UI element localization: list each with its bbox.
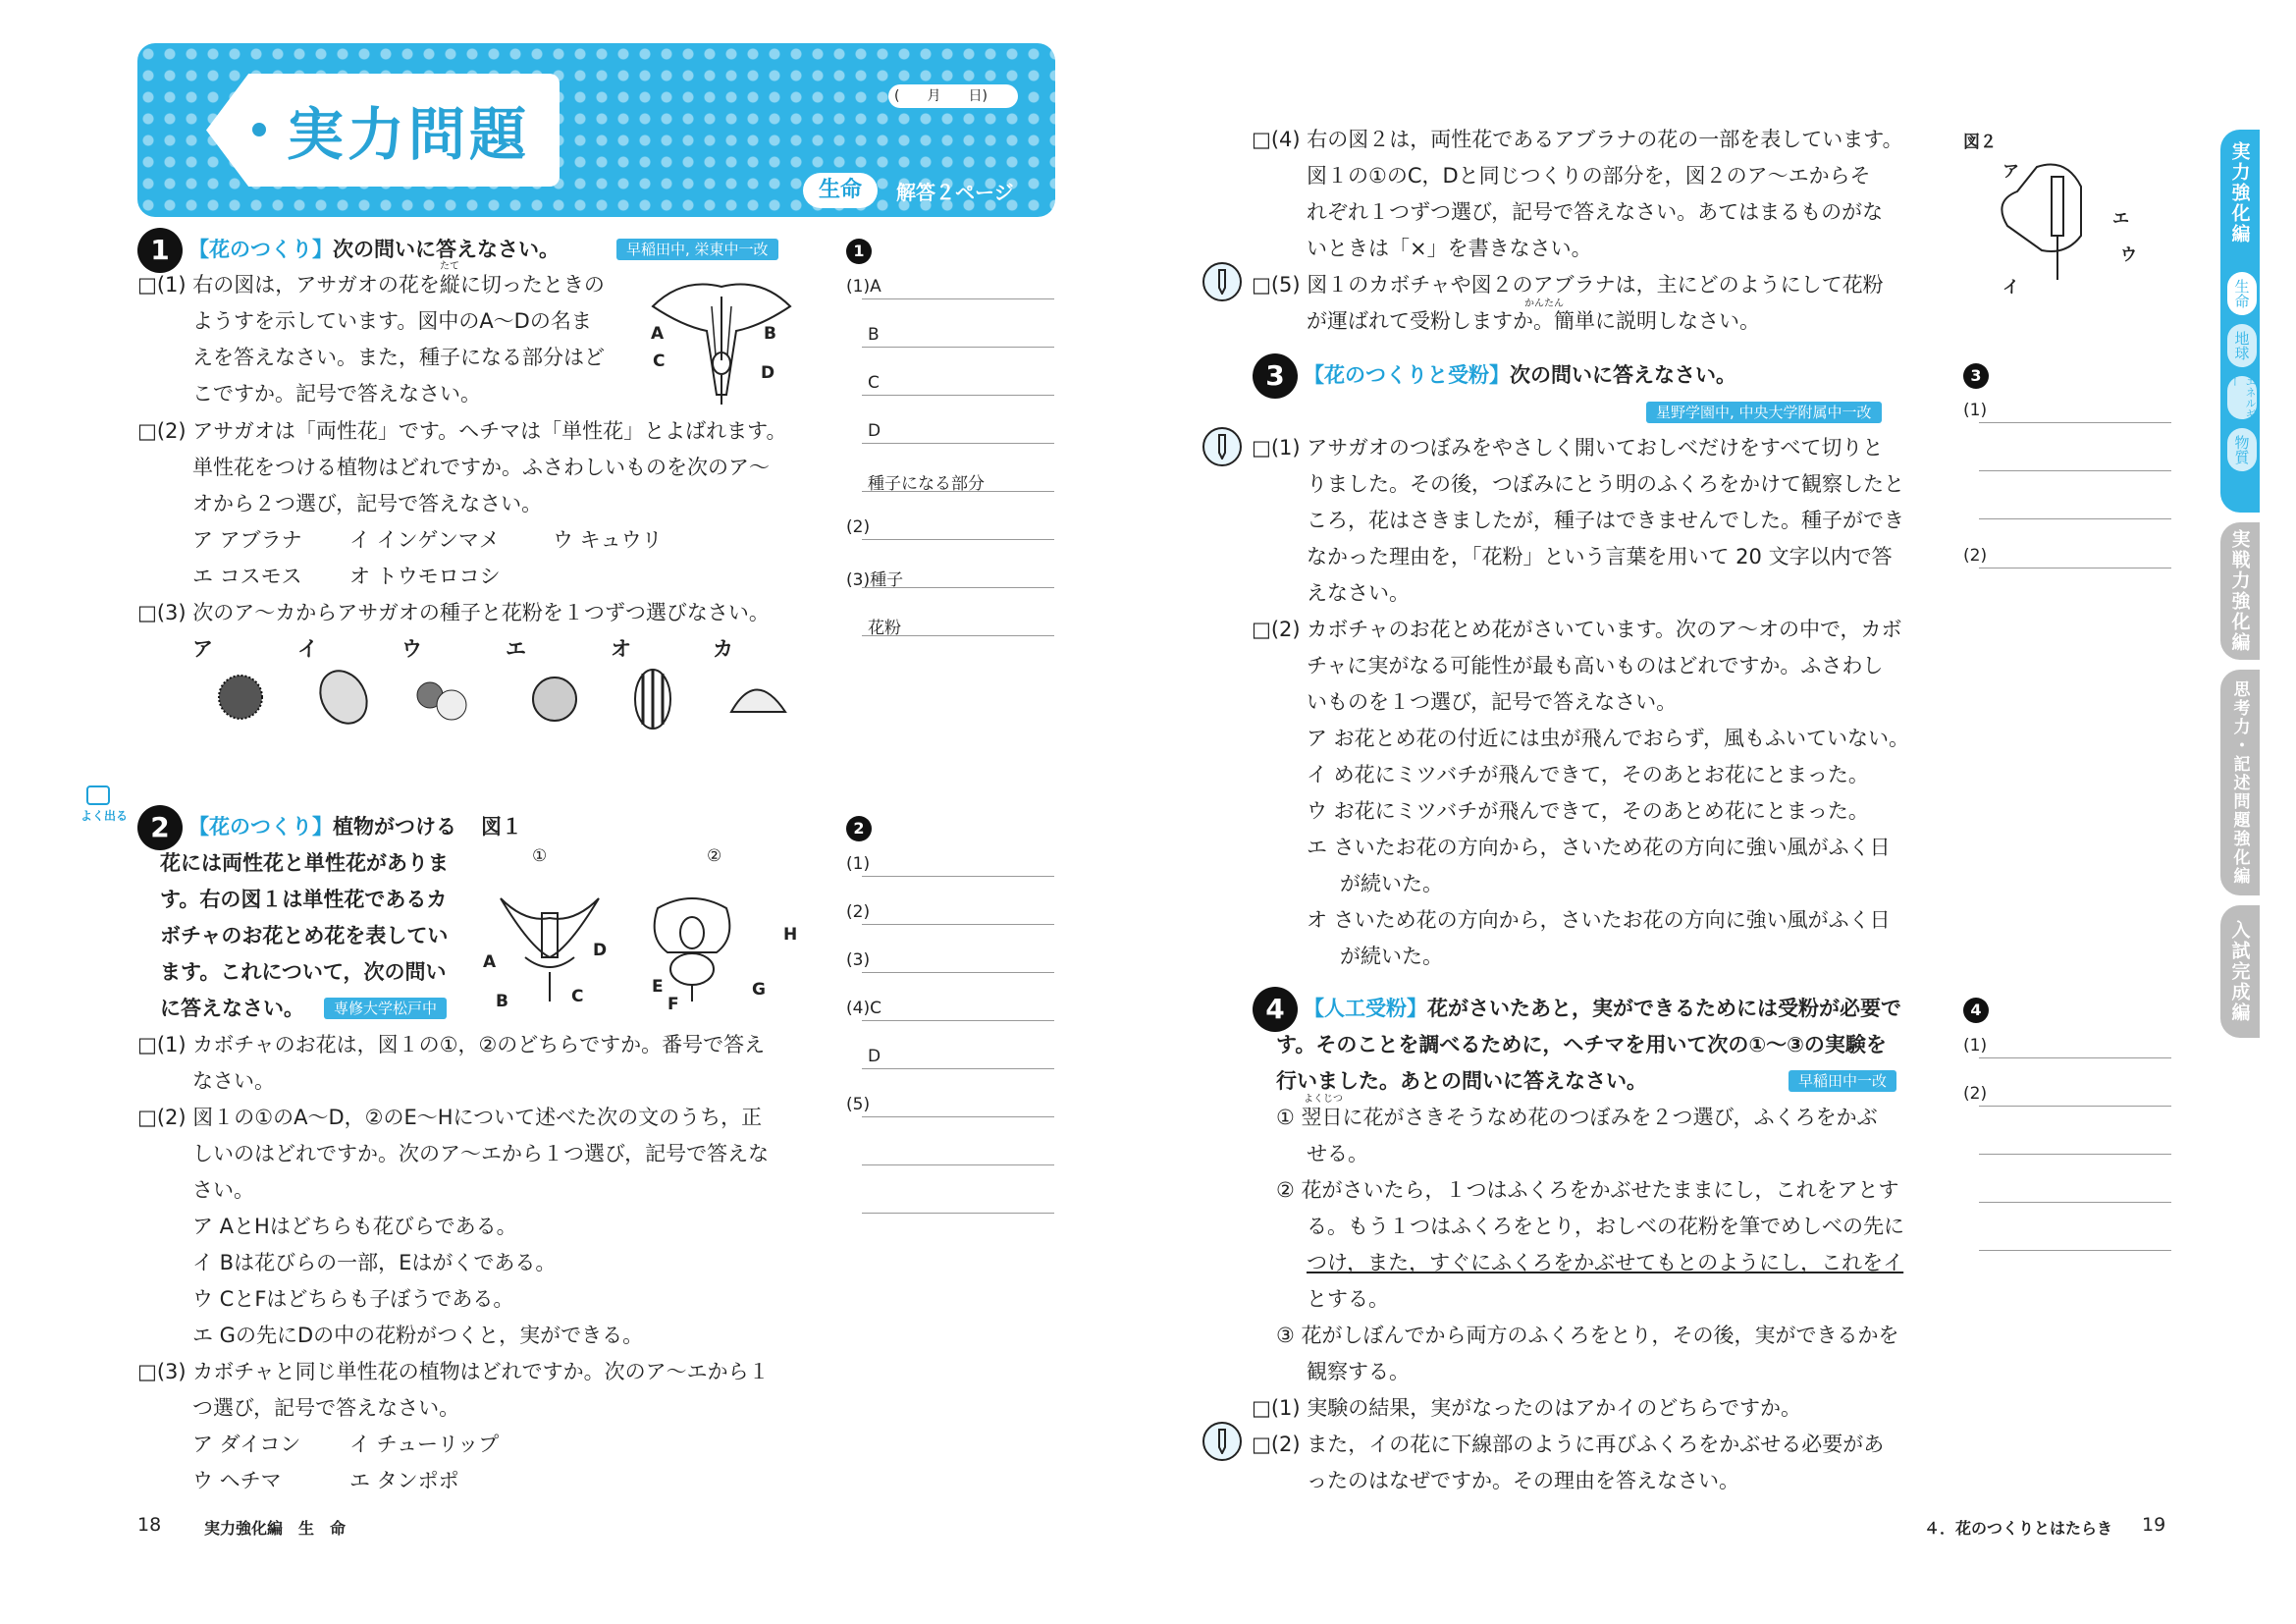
answer-label: (5): [846, 1095, 871, 1114]
q3-part1-line: なかった理由を，「花粉」という言葉を用いて 20 文字以内で答: [1307, 545, 1893, 568]
q4-lead-line: 行いました。あとの問いに答えなさい。: [1276, 1069, 1647, 1093]
q1-part2-line: □(2) アサガオは「両性花」です。ヘチマは「単性花」とよばれます。: [137, 419, 787, 443]
answer-label: (3)種子: [846, 570, 904, 590]
answer-label: B: [868, 325, 880, 345]
step-line: る。もう１つはふくろをとり，おしべの花粉を筆でめしべの先に: [1307, 1215, 1904, 1238]
figure-label: F: [667, 995, 679, 1014]
answer-label: D: [868, 421, 881, 441]
seed-label: エ: [506, 637, 526, 661]
answer-label: (1)A: [846, 277, 881, 297]
ruby-text: よくじつ: [1304, 1094, 1343, 1105]
subtab-energy[interactable]: エネルギー: [2228, 376, 2257, 419]
choice-item: イ チューリップ: [349, 1433, 500, 1456]
choice-item: ア ダイコン: [192, 1433, 301, 1456]
q2-lead-line: ボチャのお花とめ花を表してい: [160, 924, 449, 947]
seed-label: カ: [713, 637, 733, 661]
q1-part1-line: えを答えなさい。また，種子になる部分はど: [192, 346, 605, 369]
question-heading: 【人工受粉】花がさいたあと，実ができるためには受粉が必要で: [1304, 997, 1901, 1020]
tab-jitsuryoku[interactable]: 実力強化編: [2220, 130, 2260, 513]
q2-part5-line: □(5) 図１のカボチャや図２のアブラナは，主にどのようにして花粉: [1252, 273, 1884, 297]
step-line-underlined: つけ，また，すぐにふくろをかぶせてもとのようにし，これをイ: [1307, 1251, 1904, 1274]
answer-line[interactable]: [1979, 1106, 2171, 1107]
q1-part1-line: ようすを示しています。図中のA～Dの名ま: [192, 309, 592, 333]
choice-item: ア アブラナ: [192, 528, 302, 552]
pencil-icon: [1202, 262, 1242, 301]
step-line: せる。: [1307, 1142, 1368, 1165]
step-line: ① 翌日に花がさきそうなめ花のつぼみを２つ選び，ふくろをかぶ: [1276, 1106, 1878, 1129]
answer-label: (2): [1963, 546, 1988, 566]
figure-label: イ: [2002, 278, 2019, 298]
figure-number: ②: [707, 846, 722, 866]
page-title: 実力問題: [287, 101, 531, 168]
pencil-icon: [1202, 1422, 1242, 1461]
q1-part3-line: □(3) 次のア～カからアサガオの種子と花粉を１つずつ選びなさい。: [137, 601, 770, 624]
page-number: 18: [137, 1514, 162, 1536]
seed-label: イ: [297, 637, 318, 661]
seed-label: ウ: [401, 637, 422, 661]
answer-label: (2): [846, 902, 871, 922]
answer-label: (1): [846, 854, 871, 874]
q2-part2-line: □(2) 図１の①のA～D，②のE～Hについて述べた次の文のうち，正: [137, 1106, 763, 1129]
choice-item: ウ お花にミツバチが飛んできて，そのあとめ花にとまった。: [1307, 799, 1869, 823]
answer-line[interactable]: [1979, 1250, 2171, 1251]
step-line: ② 花がさいたら，１つはふくろをかぶせたままにし，これをアとす: [1276, 1178, 1899, 1202]
q2-part5-line: が運ばれて受粉しますか。簡単に説明しなさい。: [1307, 309, 1760, 333]
q2-lead-line: す。右の図１は単性花であるカ: [160, 888, 448, 911]
answer-line[interactable]: [862, 443, 1054, 444]
q3-part1-line: えなさい。: [1307, 581, 1410, 605]
answer-line[interactable]: [862, 298, 1054, 299]
figure-label: ア: [2002, 162, 2019, 182]
step-line: 観察する。: [1307, 1360, 1410, 1383]
q2-part4-line: □(4) 右の図２は，両性花であるアブラナの花の一部を表しています。: [1252, 128, 1903, 151]
choice-item: が続いた。: [1340, 945, 1443, 968]
answer-line[interactable]: [1979, 1154, 2171, 1155]
answer-line[interactable]: [862, 539, 1054, 540]
answer-line[interactable]: [862, 972, 1054, 973]
question-heading: 【花のつくり】次の問いに答えなさい。: [188, 238, 560, 261]
answer-line[interactable]: [862, 1213, 1054, 1214]
source-badge: 早稲田中一改: [1789, 1070, 1896, 1092]
answer-label: (2): [846, 517, 871, 537]
step-line: ③ 花がしぼんでから両方のふくろをとり，その後，実ができるかを: [1276, 1324, 1899, 1347]
choice-item: オ トウモロコシ: [349, 565, 501, 588]
figure-title: 図１: [481, 815, 522, 839]
answer-line[interactable]: [862, 1020, 1054, 1021]
figure-label: E: [652, 977, 664, 997]
choice-item: が続いた。: [1340, 872, 1443, 895]
choice-item: ア お花とめ花の付近には虫が飛んでおらず，風もふいていない。: [1307, 727, 1909, 750]
pencil-icon: [1202, 427, 1242, 466]
q2-part3-line: つ選び，記号で答えなさい。: [192, 1396, 460, 1420]
choice-item: エ さいたお花の方向から，さいため花の方向に強い風がふく日: [1307, 836, 1891, 859]
answer-line[interactable]: [862, 347, 1054, 348]
question-number: 2: [137, 805, 183, 850]
question-number: 1: [137, 228, 183, 273]
figure-label: C: [653, 352, 666, 371]
q4-lead-line: す。そのことを調べるために，ヘチマを用いて次の①～③の実験を: [1276, 1033, 1887, 1056]
seed-label: ア: [192, 637, 213, 661]
q4-part2-line: □(2) また，イの花に下線部のように再びふくろをかぶせる必要があ: [1252, 1433, 1885, 1456]
choice-item: イ インゲンマメ: [349, 528, 500, 552]
choice-item: エ コスモス: [192, 565, 302, 588]
answer-label: (4)C: [846, 999, 881, 1018]
choice-item: ウ ヘチマ: [192, 1469, 282, 1492]
question-heading: 【花のつくりと受粉】次の問いに答えなさい。: [1304, 363, 1736, 387]
answer-line[interactable]: [1979, 422, 2171, 423]
choice-item: ウ CとFはどちらも子ぼうである。: [192, 1287, 514, 1311]
seed-pollen-illustrations: [211, 668, 800, 731]
figure-number: ①: [532, 846, 548, 866]
answer-label: (2): [1963, 1084, 1988, 1104]
q3-part2-line: いものを１つ選び，記号で答えなさい。: [1307, 690, 1678, 714]
morning-glory-figure: [643, 277, 800, 409]
tab-nyushi[interactable]: 入試完成編: [2220, 905, 2260, 1038]
figure-label: B: [764, 324, 776, 344]
date-field: ( 月 日): [888, 84, 1018, 108]
q3-part1-line: ころ，花はさきましたが，種子はできませんでした。種子ができ: [1307, 509, 1904, 532]
figure-label: A: [651, 324, 665, 344]
q4-part1-line: □(1) 実験の結果，実がなったのはアかイのどちらですか。: [1252, 1396, 1802, 1420]
q1-part2-line: オから２つ選び，記号で答えなさい。: [192, 492, 543, 515]
ruby-text: たて: [440, 261, 459, 272]
answer-reference: 解答２ページ: [896, 181, 1014, 204]
q2-part2-line: さい。: [192, 1178, 254, 1202]
q3-part1-line: □(1) アサガオのつぼみをやさしく開いておしべだけをすべて切りと: [1252, 436, 1884, 460]
figure-label: D: [593, 941, 608, 960]
figure-label: B: [496, 992, 508, 1011]
choice-item: オ さいため花の方向から，さいたお花の方向に強い風がふく日: [1307, 908, 1891, 932]
q3-part1-line: りました。その後，つぼみにとう明のふくろをかけて観察したと: [1307, 472, 1904, 496]
figure-label: A: [483, 952, 497, 972]
figure-label: C: [571, 987, 584, 1006]
q2-part1-line: □(1) カボチャのお花は，図１の①，②のどちらですか。番号で答え: [137, 1033, 766, 1056]
answer-line[interactable]: [862, 1116, 1054, 1117]
figure-title: 図２: [1963, 133, 1997, 152]
footer-label: ４．花のつくりとはたらき: [1924, 1519, 2113, 1538]
q2-part2-line: しいのはどれですか。次のア～エから１つ選び，記号で答えな: [192, 1142, 770, 1165]
q2-part4-line: れぞれ１つずつ選び，記号で答えなさい。あてはまるものがな: [1307, 200, 1884, 224]
answer-line[interactable]: [1979, 1202, 2171, 1203]
pointing-hand-icon: [86, 785, 110, 805]
seed-label: オ: [611, 637, 631, 661]
answer-line[interactable]: [1979, 1057, 2171, 1058]
ruby-text: かんたん: [1524, 298, 1564, 309]
answer-line[interactable]: [1979, 518, 2171, 519]
answer-line[interactable]: [862, 1164, 1054, 1165]
figure-label: エ: [2112, 209, 2129, 229]
choice-item: エ タンポポ: [349, 1469, 459, 1492]
answer-line[interactable]: [862, 635, 1054, 636]
subtab-seimei[interactable]: 生命: [2227, 272, 2257, 315]
choice-item: イ Bは花びらの一部，Eはがくである。: [192, 1251, 557, 1274]
q3-part2-line: チャに実がなる可能性が最も高いものはどれですか。ふさわし: [1307, 654, 1884, 677]
page-number: 19: [2142, 1514, 2166, 1536]
subject-badge: 生命: [803, 173, 878, 208]
source-badge: 専修大学松戸中: [324, 998, 447, 1019]
answer-number: 2: [846, 816, 872, 841]
q2-lead-line: に答えなさい。: [160, 997, 304, 1020]
q2-lead-line: 花には両性花と単性花がありま: [160, 851, 449, 875]
frequent-badge: よく出る: [80, 809, 129, 823]
choice-item: イ め花にミツバチが飛んできて，そのあとお花にとまった。: [1307, 763, 1869, 786]
answer-line[interactable]: [862, 876, 1054, 877]
answer-label: 花粉: [868, 619, 901, 638]
q2-lead-line: ます。これについて，次の問い: [160, 960, 447, 984]
question-number: 4: [1253, 987, 1298, 1032]
answer-label: D: [868, 1047, 881, 1066]
q2-part4-line: いときは「×」を書きなさい。: [1307, 237, 1592, 260]
subtab-chikyu[interactable]: 地球: [2227, 324, 2257, 367]
figure-label: H: [783, 925, 798, 945]
answer-line[interactable]: [1979, 470, 2171, 471]
footer-label: 実力強化編 生 命: [204, 1519, 347, 1538]
answer-label: (1): [1963, 401, 1988, 420]
answer-label: C: [868, 373, 880, 393]
q1-part2-line: 単性花をつける植物はどれですか。ふさわしいものを次のア～: [192, 456, 770, 479]
answer-number: 3: [1963, 363, 1989, 389]
section-tabs: [2220, 130, 2260, 1043]
subtab-busshitsu[interactable]: 物質: [2227, 428, 2257, 471]
q1-part1-line: □(1) 右の図は，アサガオの花を縦に切ったときの: [137, 273, 605, 297]
choice-item: ア AとHはどちらも花びらである。: [192, 1215, 517, 1238]
answer-label: 種子になる部分: [868, 474, 985, 494]
tab-jissenryoku[interactable]: 実戦力強化編: [2220, 522, 2260, 660]
q1-part1-line: こですか。記号で答えなさい。: [192, 382, 481, 406]
choice-item: エ Gの先にDの中の花粉がつくと，実ができる。: [192, 1324, 644, 1347]
answer-line[interactable]: [862, 395, 1054, 396]
q2-part3-line: □(3) カボチャと同じ単性花の植物はどれですか。次のア～エから１: [137, 1360, 770, 1383]
figure-label: ウ: [2120, 245, 2137, 265]
figure-label: D: [761, 363, 775, 383]
q2-part4-line: 図１の①のC，Dと同じつくりの部分を，図２のア～エからそ: [1307, 164, 1871, 188]
question-heading: 【花のつくり】植物がつける: [188, 815, 456, 839]
choice-item: ウ キュウリ: [553, 528, 663, 552]
figure-label: G: [752, 980, 766, 1000]
answer-number: 1: [846, 239, 872, 264]
answer-label: (3): [846, 950, 871, 970]
source-badge: 早稲田中, 栄東中一改: [616, 239, 778, 260]
answer-line[interactable]: [862, 1068, 1054, 1069]
answer-label: (1): [1963, 1036, 1988, 1056]
answer-line[interactable]: [862, 491, 1054, 492]
answer-number: 4: [1963, 998, 1989, 1023]
source-badge: 星野学園中, 中央大学附属中一改: [1646, 402, 1882, 423]
answer-line[interactable]: [862, 587, 1054, 588]
step-line: とする。: [1307, 1287, 1389, 1311]
q3-part2-line: □(2) カボチャのお花とめ花がさいています。次のア～オの中で，カボ: [1252, 618, 1902, 641]
tag-hole-dot: [252, 123, 266, 136]
tab-shikoryoku[interactable]: 思考力・記述問題強化編: [2220, 670, 2260, 895]
q4-part2-line: ったのはなぜですか。その理由を答えなさい。: [1307, 1469, 1739, 1492]
question-number: 3: [1253, 353, 1298, 399]
answer-line[interactable]: [862, 924, 1054, 925]
q2-part1-line: なさい。: [192, 1069, 275, 1093]
